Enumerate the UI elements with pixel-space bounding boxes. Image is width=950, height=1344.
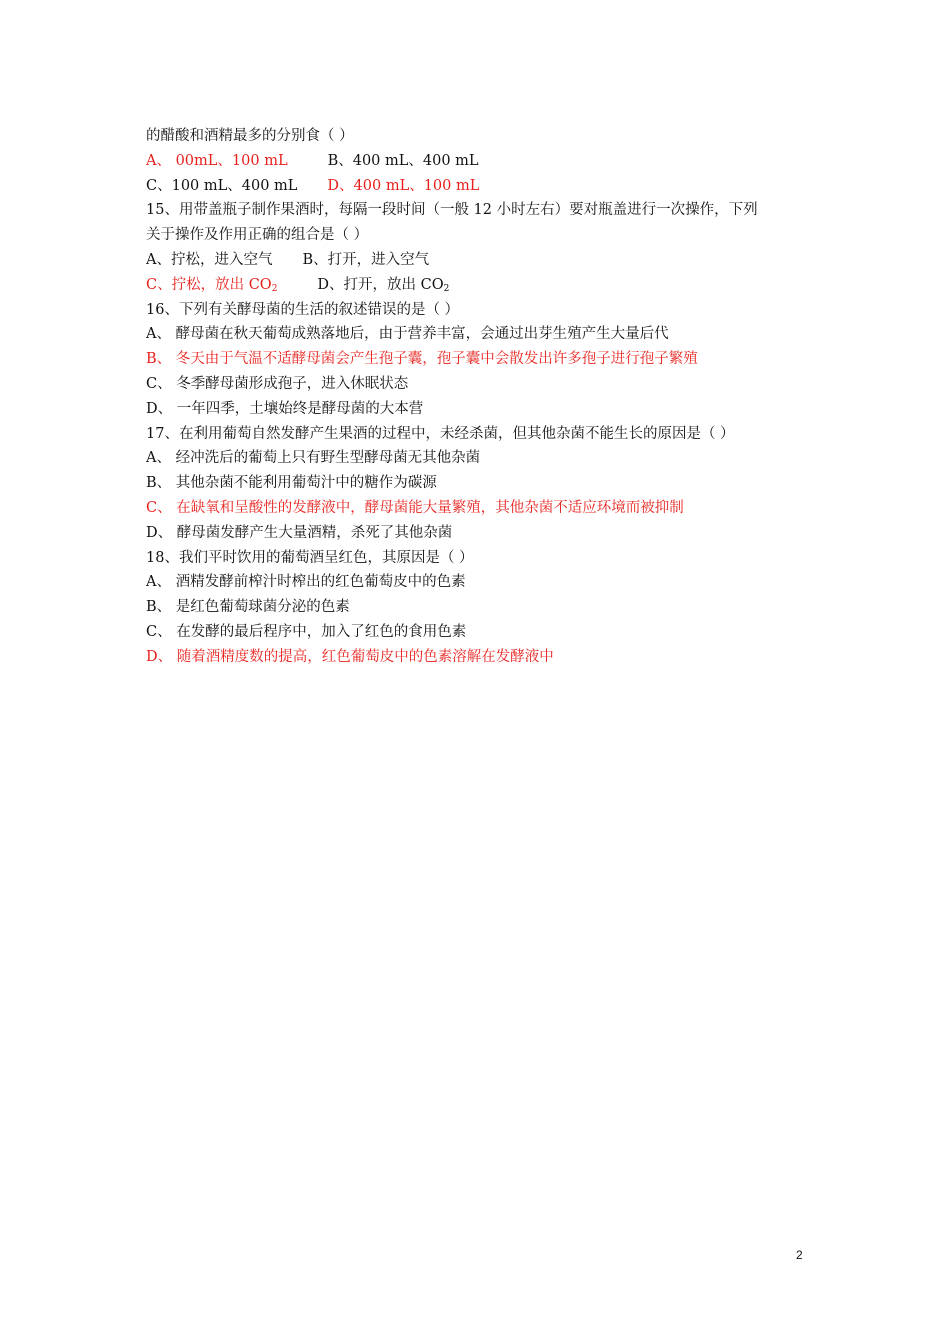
q14-option-d: D、400 mL、100 mL: [327, 177, 480, 194]
q15-option-a: A、拧松，进入空气: [146, 251, 273, 268]
q15-option-c: [146, 277, 277, 293]
q15-option-c-text: C、拧松，放出 CO: [146, 276, 272, 293]
question-list: [146, 124, 826, 670]
q14-options-row1: [146, 149, 826, 174]
q14-option-c: C、100 mL、400 mL: [146, 177, 298, 194]
q16-option-a: A、 酵母菌在秋天葡萄成熟落地后，由于营养丰富，会通过出芽生殖产生大量后代: [146, 326, 669, 343]
q16-option-b: B、 冬天由于气温不适酵母菌会产生孢子囊，孢子囊中会散发出许多孢子进行孢子繁殖: [146, 351, 698, 368]
q17-option-a: A、 经冲洗后的葡萄上只有野生型酵母菌无其他杂菌: [146, 450, 481, 467]
q16-option-d: D、 一年四季，土壤始终是酵母菌的大本营: [146, 400, 424, 417]
q16-stem: 16、下列有关酵母菌的生活的叙述错误的是（ ）: [146, 301, 460, 318]
q15-option-d-subscript: 2: [443, 283, 450, 294]
q14-option-b: B、400 mL、400 mL: [327, 152, 479, 169]
q18-option-b: B、 是红色葡萄球菌分泌的色素: [146, 599, 350, 616]
q17-option-d: D、 酵母菌发酵产生大量酒精，杀死了其他杂菌: [146, 524, 453, 541]
q15-option-c-subscript: 2: [271, 283, 278, 294]
q18-stem: 18、我们平时饮用的葡萄酒呈红色，其原因是（ ）: [146, 549, 474, 566]
page-number: 2: [796, 1248, 803, 1262]
q15-stem-line1: 15、用带盖瓶子制作果酒时，每隔一段时间（一般 12 小时左右）要对瓶盖进行一次操作，下列: [146, 202, 758, 219]
q14-stem-tail: 的醋酸和酒精最多的分别食（ ）: [146, 128, 354, 144]
q18-option-c: C、 在发酵的最后程序中，加入了红色的食用色素: [146, 623, 467, 640]
q15-option-d-text: D、打开，放出 CO: [317, 276, 444, 293]
q15-stem-line2: 关于操作及作用正确的组合是（ ）: [146, 227, 369, 244]
q18-option-a: A、 酒精发酵前榨汁时榨出的红色葡萄皮中的色素: [146, 574, 466, 591]
q18-option-d: D、 随着酒精度数的提高，红色葡萄皮中的色素溶解在发酵液中: [146, 648, 554, 665]
q14-options-row2: [146, 174, 826, 199]
q14-option-a: A、 00mL、100 mL: [146, 152, 288, 169]
q17-option-b: B、 其他杂菌不能利用葡萄汁中的糖作为碳源: [146, 475, 437, 492]
q17-option-c: C、 在缺氧和呈酸性的发酵液中，酵母菌能大量繁殖，其他杂菌不适应环境而被抑制: [146, 499, 684, 516]
q15-option-b: B、打开，进入空气: [302, 251, 430, 268]
q16-option-c: C、 冬季酵母菌形成孢子，进入休眠状态: [146, 375, 409, 392]
q15-options-row2: [146, 273, 826, 298]
q15-options-row1: [146, 248, 826, 273]
q15-option-d: [317, 277, 449, 293]
q17-stem: 17、在利用葡萄自然发酵产生果酒的过程中，未经杀菌，但其他杂菌不能生长的原因是（ ）: [146, 425, 735, 442]
